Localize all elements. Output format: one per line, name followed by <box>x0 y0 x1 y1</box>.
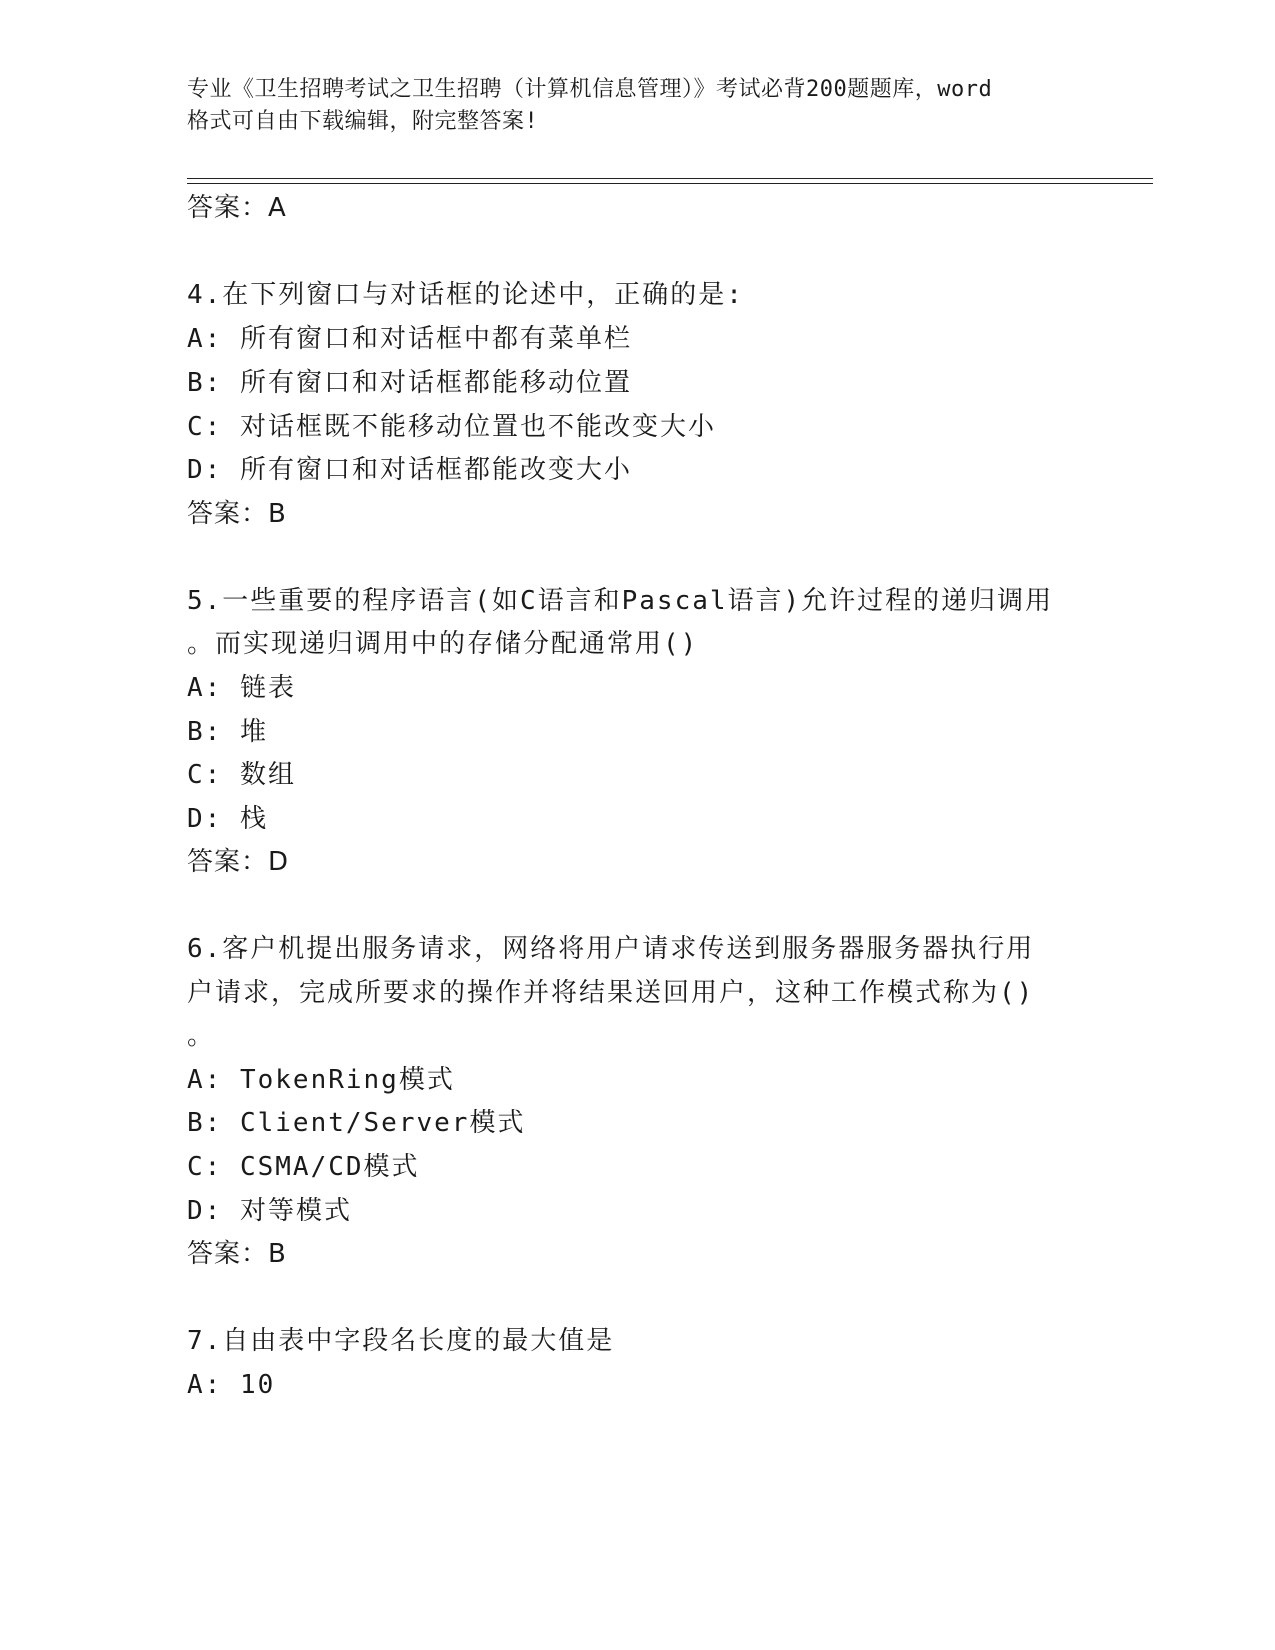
question-6-option-c: C: CSMA/CD模式 <box>187 1152 420 1182</box>
question-6-option-d: D: 对等模式 <box>187 1196 352 1226</box>
question-5-option-a: A: 链表 <box>187 673 296 703</box>
header-line-2: 格式可自由下载编辑，附完整答案! <box>187 109 539 134</box>
question-5-stem-line-2: 。而实现递归调用中的存储分配通常用() <box>187 629 699 659</box>
question-4-answer: 答案：B <box>187 499 287 529</box>
question-6-stem-line-1: 6.客户机提出服务请求，网络将用户请求传送到服务器服务器执行用 <box>187 934 1035 964</box>
question-5-option-d: D: 栈 <box>187 804 268 834</box>
question-6-stem-line-3: 。 <box>187 1021 216 1051</box>
question-6-stem-line-2: 户请求，完成所要求的操作并将结果送回用户，这种工作模式称为() <box>187 978 1035 1008</box>
question-4-option-b: B: 所有窗口和对话框都能移动位置 <box>187 368 632 398</box>
question-6-option-a: A: TokenRing模式 <box>187 1065 455 1095</box>
question-4-option-d: D: 所有窗口和对话框都能改变大小 <box>187 455 632 485</box>
question-7-stem: 7.自由表中字段名长度的最大值是 <box>187 1326 615 1356</box>
question-5-stem-line-1: 5.一些重要的程序语言(如C语言和Pascal语言)允许过程的递归调用 <box>187 586 1054 616</box>
question-6-answer: 答案：B <box>187 1239 287 1269</box>
answer-previous: 答案：A <box>187 193 287 223</box>
question-6-option-b: B: Client/Server模式 <box>187 1108 526 1138</box>
header-divider-bottom <box>187 183 1153 184</box>
question-5-option-b: B: 堆 <box>187 717 268 747</box>
question-5-answer: 答案：D <box>187 847 290 877</box>
header-divider-top <box>187 178 1153 179</box>
question-5-option-c: C: 数组 <box>187 760 296 790</box>
question-4-option-c: C: 对话框既不能移动位置也不能改变大小 <box>187 412 716 442</box>
question-7-option-a: A: 10 <box>187 1370 276 1400</box>
header-line-1: 专业《卫生招聘考试之卫生招聘（计算机信息管理）》考试必背200题题库，word <box>187 77 993 102</box>
document-header <box>187 74 1087 138</box>
question-4-option-a: A: 所有窗口和对话框中都有菜单栏 <box>187 324 632 354</box>
question-4-stem: 4.在下列窗口与对话框的论述中，正确的是: <box>187 280 744 310</box>
